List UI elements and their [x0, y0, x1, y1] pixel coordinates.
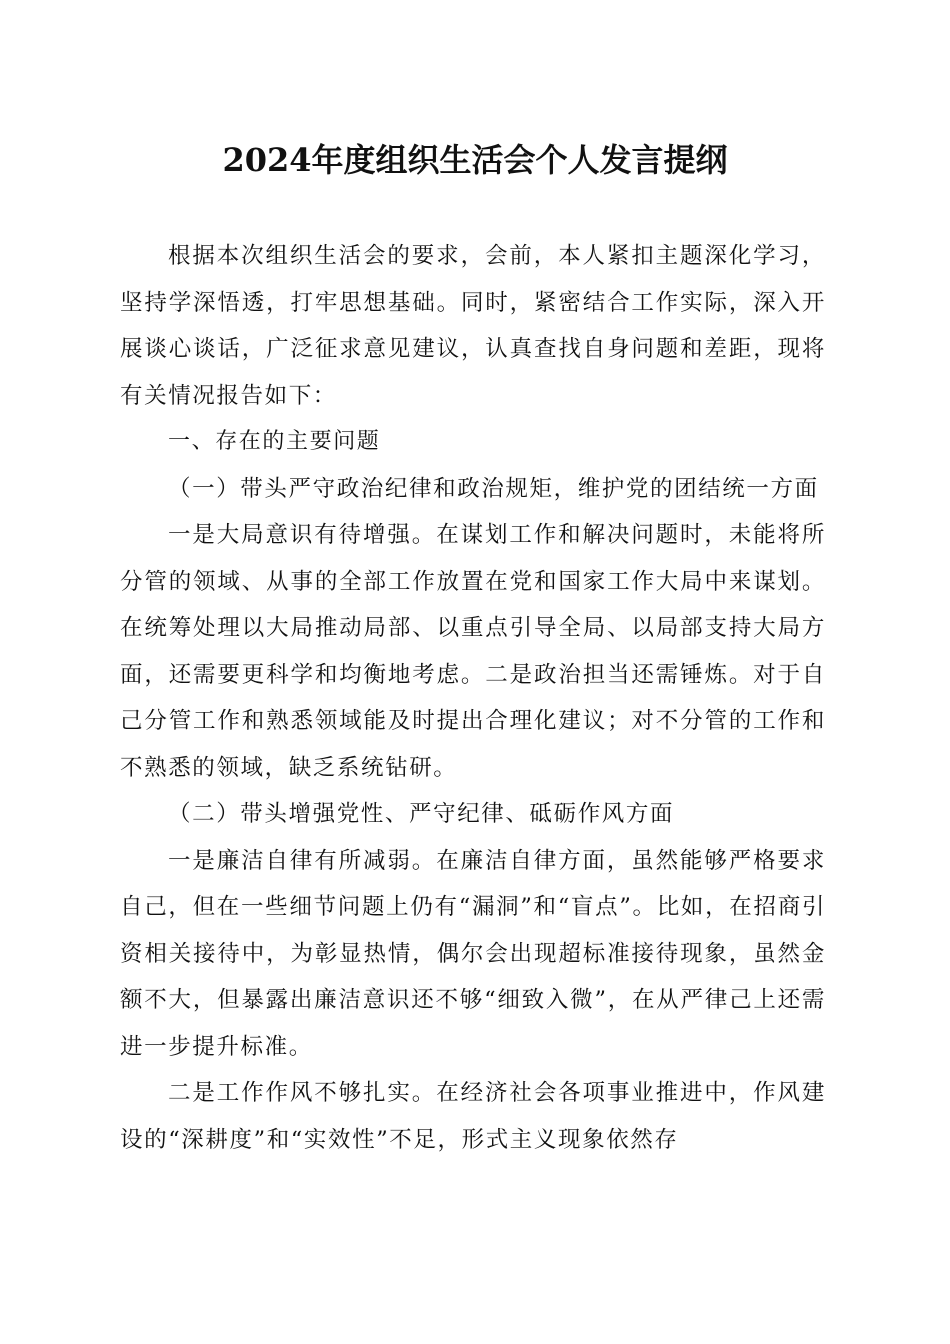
- paragraph-1: [120, 512, 826, 791]
- section-heading-problems: 一、存在的主要问题: [168, 429, 381, 454]
- paragraph-3-lead: 二是工作作风不够扎实。: [168, 1080, 437, 1106]
- paragraph-1-lead: 一是大局意识有待增强。: [168, 522, 437, 548]
- paragraph-2-text: 在廉洁自律方面，虽然能够严格要求自己，但在一些细节问题上仍有“漏洞”和“盲点”。比如，在招商引资相关接待中，为彰显热情，偶尔会出现超标准接待现象，虽然金额不大，但暴露出廉洁意识还不够“细致入微”，在从严律己上还需进一步提升标准。: [120, 847, 826, 1060]
- paragraph-1-text: 在谋划工作和解决问题时，未能将所分管的领域、从事的全部工作放置在党和国家工作大局中来谋划。在统筹处理以大局推动局部、以重点引导全局、以局部支持大局方面，还需要更科学和均衡地考虑。: [120, 522, 826, 688]
- paragraph-2: [120, 838, 826, 1071]
- subsection-heading-1: （一）带头严守政治纪律和政治规矩，维护党的团结统一方面: [168, 475, 819, 502]
- paragraph-3: [120, 1070, 826, 1163]
- paragraph-3-text: 在经济社会各项事业推进中，作风建设的“深耕度”和“实效性”不足，形式主义现象依然存: [120, 1080, 826, 1153]
- paragraph-2-lead: 一是廉洁自律有所减弱。: [168, 847, 437, 874]
- document-body: [120, 233, 826, 1163]
- paragraph-1-lead-2: 二是政治担当还需锤炼。: [485, 661, 754, 688]
- document-title: 2024年度组织生活会个人发言提纲: [222, 141, 728, 179]
- intro-paragraph: 根据本次组织生活会的要求，会前，本人紧扣主题深化学习，坚持学深悟透，打牢思想基础。同时，紧密结合工作实际，深入开展谈心谈话，广泛征求意见建议，认真查找自身问题和差距，现将有关情况报告如下：: [120, 243, 826, 409]
- paragraph-1-text-2: 对于自己分管工作和熟悉领域能及时提出合理化建议；对不分管的工作和不熟悉的领域，缺乏系统钻研。: [120, 661, 826, 781]
- subsection-heading-2: （二）带头增强党性、严守纪律、砥砺作风方面: [168, 801, 675, 827]
